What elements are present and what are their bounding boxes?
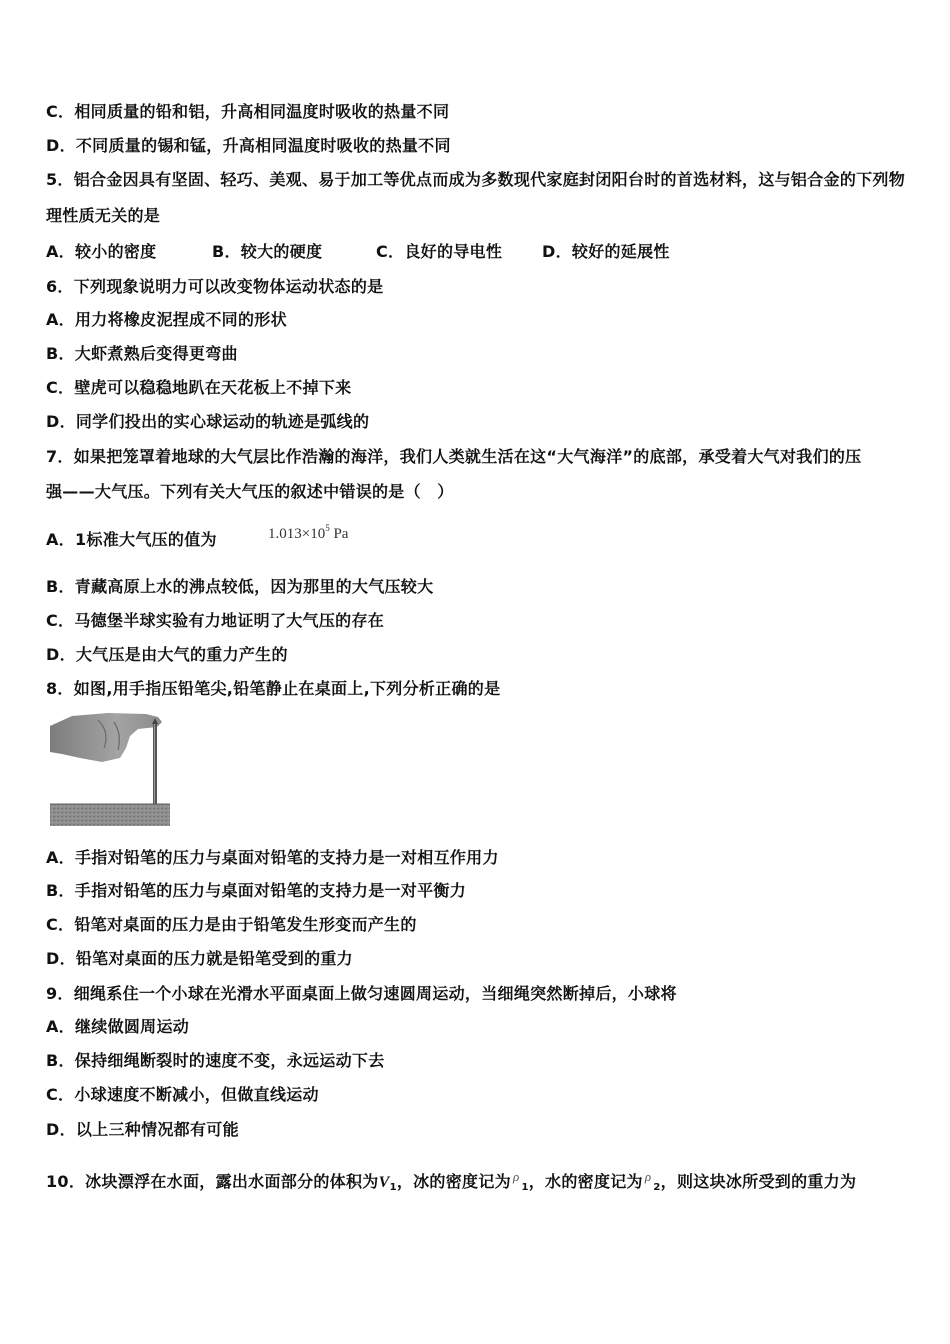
formula-unit: Pa — [333, 526, 349, 542]
finger-pencil-figure — [50, 712, 170, 826]
q5-option-c: C．良好的导电性 — [376, 242, 503, 261]
q4-option-d: D．不同质量的锡和锰，升高相同温度时吸收的热量不同 — [46, 136, 451, 155]
table-surface — [50, 804, 170, 826]
q7-option-b: B．青藏高原上水的沸点较低，因为那里的大气压较大 — [46, 577, 434, 596]
rho2-subscript: 2 — [653, 1182, 661, 1193]
q9-stem: 9．细绳系住一个小球在光滑水平面桌面上做匀速圆周运动，当细绳突然断掉后，小球将 — [46, 984, 677, 1003]
q8-stem: 8．如图,用手指压铅笔尖,铅笔静止在桌面上,下列分析正确的是 — [46, 679, 501, 698]
atmospheric-pressure-formula — [268, 517, 348, 545]
q9-option-c: C．小球速度不断减小，但做直线运动 — [46, 1085, 319, 1104]
q8-option-a: A．手指对铅笔的压力与桌面对铅笔的支持力是一对相互作用力 — [46, 848, 499, 867]
q10-part-c: ，水的密度记为 — [528, 1172, 643, 1191]
q9-option-a: A．继续做圆周运动 — [46, 1017, 190, 1036]
q5-option-b: B．较大的硬度 — [212, 242, 323, 261]
q8-option-c: C．铅笔对桌面的压力是由于铅笔发生形变而产生的 — [46, 915, 417, 934]
q8-option-d: D．铅笔对桌面的压力就是铅笔受到的重力 — [46, 949, 353, 968]
q4-option-c: C．相同质量的铅和铝，升高相同温度时吸收的热量不同 — [46, 102, 450, 121]
volume-symbol: V — [378, 1174, 390, 1191]
q10-part-b: ，冰的密度记为 — [396, 1172, 511, 1191]
volume-subscript: 1 — [389, 1182, 397, 1193]
q10-stem — [46, 1166, 857, 1193]
q10-part-a: 10．冰块漂浮在水面，露出水面部分的体积为 — [46, 1172, 379, 1191]
q7-option-c: C．马德堡半球实验有力地证明了大气压的存在 — [46, 611, 385, 630]
q7-option-a — [46, 523, 446, 551]
formula-mantissa: 1.013×10 — [268, 526, 326, 542]
formula-exponent: 5 — [325, 523, 330, 533]
q9-option-b: B．保持细绳断裂时的速度不变，永远运动下去 — [46, 1051, 385, 1070]
q8-option-b: B．手指对铅笔的压力与桌面对铅笔的支持力是一对平衡力 — [46, 881, 466, 900]
rho1-subscript: 1 — [521, 1182, 529, 1193]
q7-option-d: D．大气压是由大气的重力产生的 — [46, 645, 288, 664]
q6-option-c: C．壁虎可以稳稳地趴在天花板上不掉下来 — [46, 378, 352, 397]
q9-option-d: D．以上三种情况都有可能 — [46, 1120, 239, 1139]
q7-stem-line2: 强——大气压。下列有关大气压的叙述中错误的是（ ） — [46, 482, 454, 501]
q6-stem: 6．下列现象说明力可以改变物体运动状态的是 — [46, 277, 384, 296]
q5-stem-line1: 5．铝合金因具有坚固、轻巧、美观、易于加工等优点而成为多数现代家庭封闭阳台时的首选材料，这与铝合金的下列物 — [46, 170, 906, 189]
q5-stem-line2: 理性质无关的是 — [46, 206, 161, 225]
q5-options-row — [46, 241, 906, 263]
q6-option-d: D．同学们投出的实心球运动的轨迹是弧线的 — [46, 412, 370, 431]
q10-part-d: ，则这块冰所受到的重力为 — [660, 1172, 857, 1191]
q7-option-a-text: A．1标准大气压的值为 — [46, 530, 217, 549]
rho2-symbol: ρ — [644, 1169, 652, 1184]
rho1-symbol: ρ — [512, 1169, 520, 1184]
q5-option-d: D．较好的延展性 — [542, 242, 670, 261]
pencil-highlight — [154, 724, 155, 804]
q6-option-a: A．用力将橡皮泥捏成不同的形状 — [46, 310, 287, 329]
q6-option-b: B．大虾煮熟后变得更弯曲 — [46, 344, 238, 363]
q7-stem-line1: 7．如果把笼罩着地球的大气层比作浩瀚的海洋，我们人类就生活在这“大气海洋”的底部，承受着大气对我们的压 — [46, 447, 862, 466]
q5-option-a: A．较小的密度 — [46, 242, 157, 261]
